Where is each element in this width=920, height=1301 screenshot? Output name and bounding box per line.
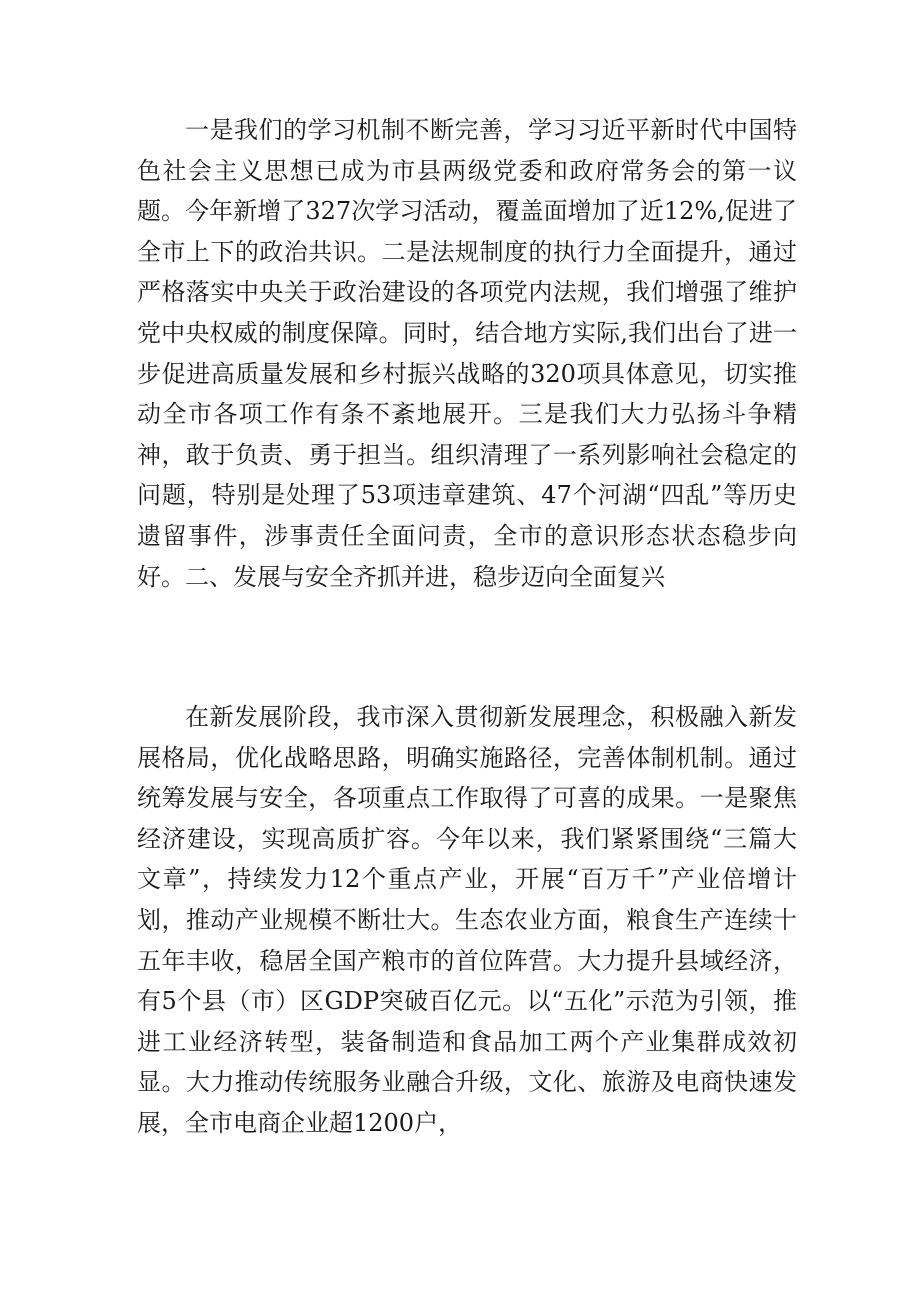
body-paragraph-2: 在新发展阶段，我市深入贯彻新发展理念，积极融入新发展格局，优化战略思路，明确实施路径，完善体制机制。通过统筹发展与安全，各项重点工作取得了可喜的成果。一是聚焦经济建设，实现高质扩容。今年以来，我们紧紧围绕“三篇大文章”，持续发力12个重点产业，开展“百万千”产业倍增计划，推动产业规模不断壮大。生态农业方面，粮食生产连续十五年丰收，稳居全国产粮市的首位阵营。大力提升县域经济，有5个县（市）区GDP突破百亿元。以“五化”示范为引领，推进工业经济转型，装备制造和食品加工两个产业集群成效初显。大力推动传统服务业融合升级，文化、旅游及电商快速发展，全市电商企业超1200户， [137, 703, 797, 1137]
body-paragraph-1: 一是我们的学习机制不断完善，学习习近平新时代中国特色社会主义思想已成为市县两级党委和政府常务会的第一议题。今年新增了327次学习活动，覆盖面增加了近12%,促进了全市上下的政治共识。二是法规制度的执行力全面提升，通过严格落实中央关于政治建设的各项党内法规，我们增强了维护党中央权威的制度保障。同时，结合地方实际,我们出台了进一步促进高质量发展和乡村振兴战略的320项具体意见，切实推动全市各项工作有条不紊地展开。三是我们大力弘扬斗争精神，敢于负责、勇于担当。组织清理了一系列影响社会稳定的问题，特别是处理了53项违章建筑、47个河湖“四乱”等历史遗留事件，涉事责任全面问责，全市的意识形态状态稳步向好。二、发展与安全齐抓并进，稳步迈向全面复兴 [137, 116, 797, 591]
